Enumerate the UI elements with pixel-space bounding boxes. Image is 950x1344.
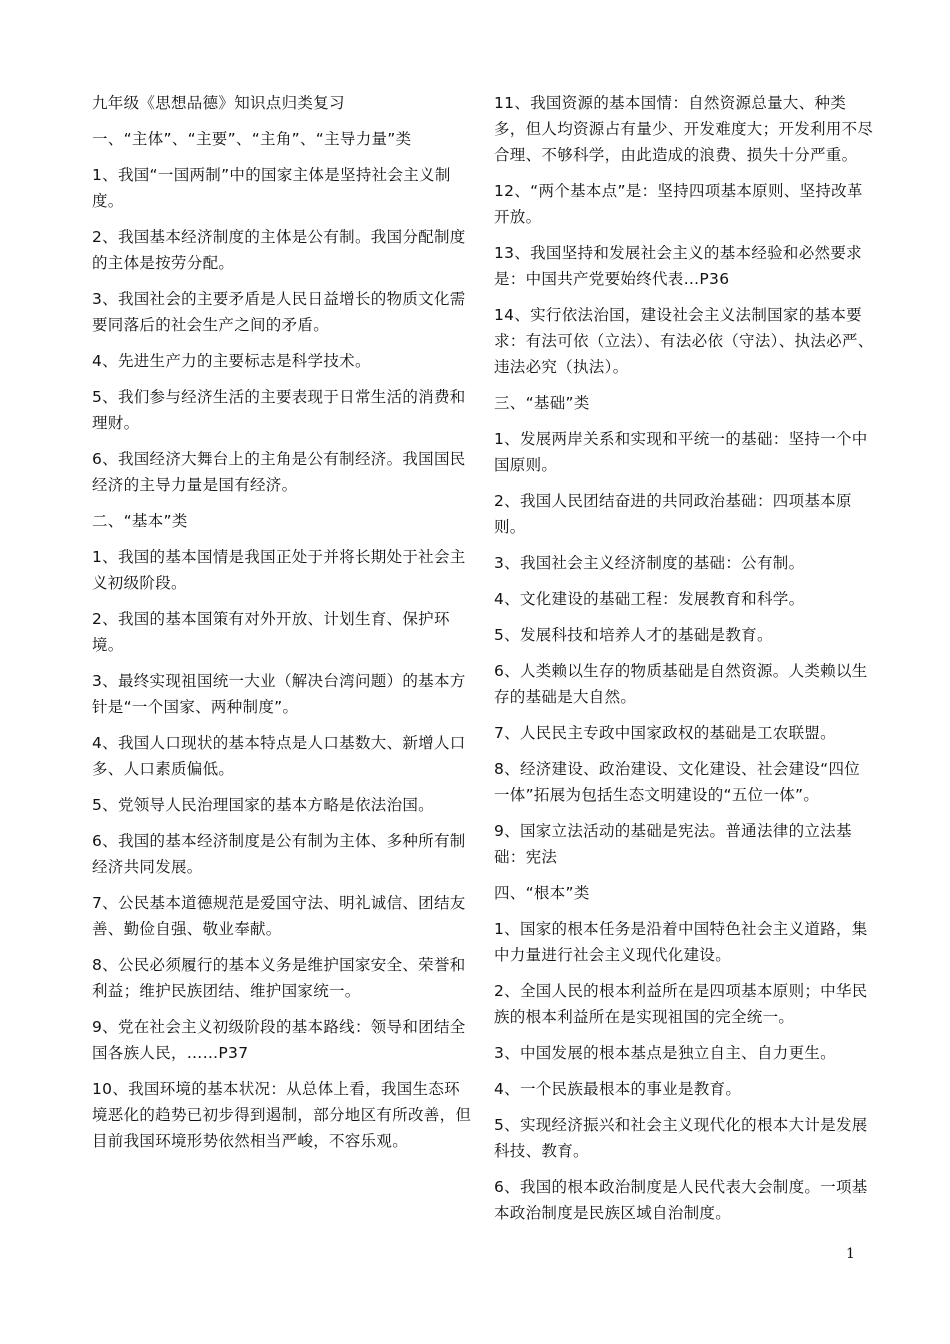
list-item: 1、发展两岸关系和实现和平统一的基础：坚持一个中国原则。 bbox=[494, 430, 868, 474]
section-heading: 二、“基本”类 bbox=[92, 512, 188, 530]
list-item: 2、全国人民的根本利益所在是四项基本原则；中华民族的根本利益所在是实现祖国的完全统一。 bbox=[494, 982, 868, 1026]
list-item: 1、我国“一国两制”中的国家主体是坚持社会主义制度。 bbox=[92, 166, 451, 210]
document-title: 九年级《思想品德》知识点归类复习 bbox=[92, 94, 345, 112]
list-item: 3、中国发展的根本基点是独立自主、自力更生。 bbox=[494, 1044, 836, 1062]
left-list bbox=[92, 126, 472, 1154]
section-heading: 一、“主体”、“主要”、“主角”、“主导力量”类 bbox=[92, 130, 412, 148]
list-item: 5、实现经济振兴和社会主义现代化的根本大计是发展科技、教育。 bbox=[494, 1116, 868, 1160]
list-item: 6、我国经济大舞台上的主角是公有制经济。我国国民经济的主导力量是国有经济。 bbox=[92, 450, 466, 494]
right-column bbox=[494, 90, 874, 1236]
list-item: 3、我国社会主义经济制度的基础：公有制。 bbox=[494, 554, 805, 572]
list-item: 4、文化建设的基础工程：发展教育和科学。 bbox=[494, 590, 805, 608]
list-item: 5、我们参与经济生活的主要表现于日常生活的消费和理财。 bbox=[92, 388, 466, 432]
list-item: 6、我国的基本经济制度是公有制为主体、多种所有制经济共同发展。 bbox=[92, 832, 466, 876]
section-heading: 三、“基础”类 bbox=[494, 394, 590, 412]
list-item: 9、国家立法活动的基础是宪法。普通法律的立法基础：宪法 bbox=[494, 822, 852, 866]
list-item: 2、我国基本经济制度的主体是公有制。我国分配制度的主体是按劳分配。 bbox=[92, 228, 466, 272]
list-item: 9、党在社会主义初级阶段的基本路线：领导和团结全国各族人民，……P37 bbox=[92, 1018, 466, 1062]
list-item: 4、先进生产力的主要标志是科学技术。 bbox=[92, 352, 371, 370]
list-item: 8、公民必须履行的基本义务是维护国家安全、荣誉和利益；维护民族团结、维护国家统一。 bbox=[92, 956, 466, 1000]
list-item: 2、我国的基本国策有对外开放、计划生育、保护环境。 bbox=[92, 610, 450, 654]
list-item: 1、我国的基本国情是我国正处于并将长期处于社会主义初级阶段。 bbox=[92, 548, 466, 592]
list-item: 8、经济建设、政治建设、文化建设、社会建设“四位一体”拓展为包括生态文明建设的“五位一体”。 bbox=[494, 760, 861, 804]
list-item: 3、最终实现祖国统一大业（解决台湾问题）的基本方针是“一个国家、两种制度”。 bbox=[92, 672, 466, 716]
section-heading: 四、“根本”类 bbox=[494, 884, 590, 902]
list-item: 1、国家的根本任务是沿着中国特色社会主义道路，集中力量进行社会主义现代化建设。 bbox=[494, 920, 868, 964]
list-item: 3、我国社会的主要矛盾是人民日益增长的物质文化需要同落后的社会生产之间的矛盾。 bbox=[92, 290, 466, 334]
list-item: 5、党领导人民治理国家的基本方略是依法治国。 bbox=[92, 796, 434, 814]
list-item: 7、公民基本道德规范是爱国守法、明礼诚信、团结友善、勤俭自强、敬业奉献。 bbox=[92, 894, 466, 938]
list-item: 14、实行依法治国，建设社会主义法制国家的基本要求：有法可依（立法）、有法必依（守法）、执法必严、违法必究（执法）。 bbox=[494, 306, 874, 376]
list-item: 6、我国的根本政治制度是人民代表大会制度。一项基本政治制度是民族区域自治制度。 bbox=[494, 1178, 868, 1222]
list-item: 5、发展科技和培养人才的基础是教育。 bbox=[494, 626, 773, 644]
page-number: 1 bbox=[846, 1246, 855, 1262]
list-item: 7、人民民主专政中国家政权的基础是工农联盟。 bbox=[494, 724, 836, 742]
list-item: 4、一个民族最根本的事业是教育。 bbox=[494, 1080, 742, 1098]
list-item: 2、我国人民团结奋进的共同政治基础：四项基本原则。 bbox=[494, 492, 852, 536]
list-item: 10、我国环境的基本状况：从总体上看，我国生态环境恶化的趋势已初步得到遏制，部分地区有所改善，但目前我国环境形势依然相当严峻，不容乐观。 bbox=[92, 1080, 472, 1150]
list-item: 12、“两个基本点”是：坚持四项基本原则、坚持改革开放。 bbox=[494, 182, 863, 226]
list-item: 11、我国资源的基本国情：自然资源总量大、种类多，但人均资源占有量少、开发难度大；开发利用不尽合理、不够科学，由此造成的浪费、损失十分严重。 bbox=[494, 94, 874, 164]
right-list bbox=[494, 90, 874, 1226]
list-item: 4、我国人口现状的基本特点是人口基数大、新增人口多、人口素质偏低。 bbox=[92, 734, 466, 778]
left-column bbox=[92, 90, 472, 1164]
list-item: 6、人类赖以生存的物质基础是自然资源。人类赖以生存的基础是大自然。 bbox=[494, 662, 868, 706]
list-item: 13、我国坚持和发展社会主义的基本经验和必然要求是：中国共产党要始终代表…P36 bbox=[494, 244, 862, 288]
